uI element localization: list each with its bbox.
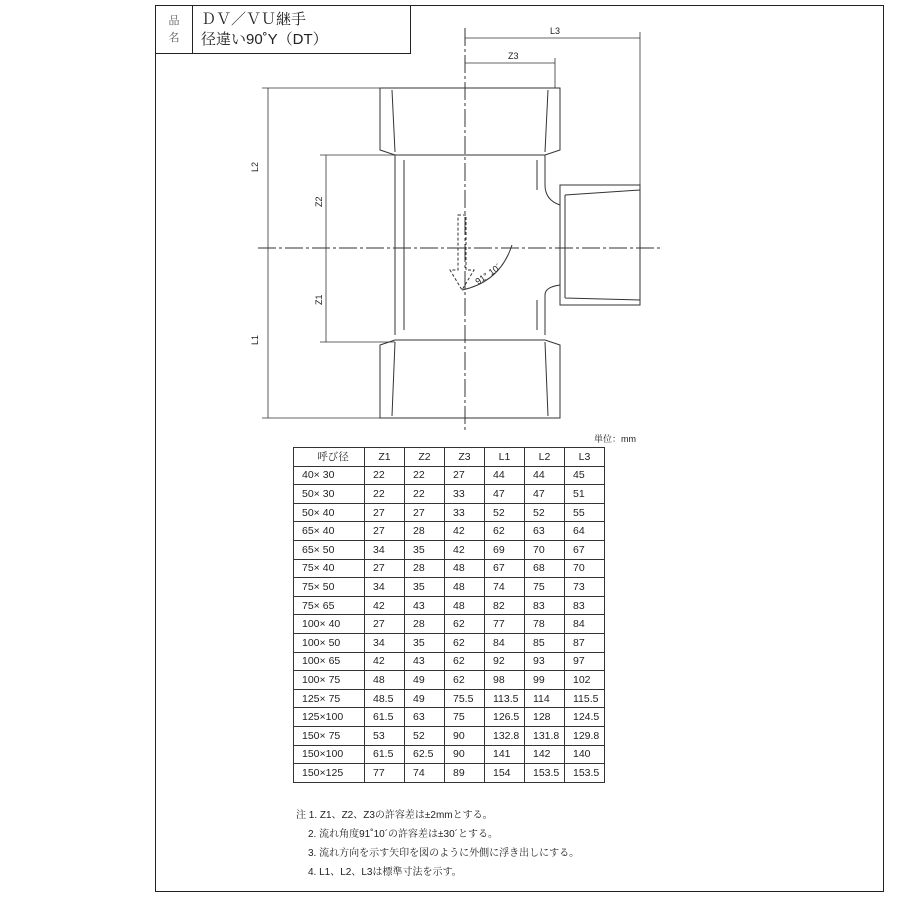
table-row (294, 615, 605, 634)
table-cell: 98 (485, 671, 525, 690)
column-header: Z2 (405, 448, 445, 467)
table-cell: 61.5 (365, 708, 405, 727)
table-cell: 34 (365, 633, 405, 652)
table-cell: 64 (565, 522, 605, 541)
table-cell: 69 (485, 540, 525, 559)
column-header: Z1 (365, 448, 405, 467)
table-cell: 74 (485, 578, 525, 597)
table-cell: 75 (445, 708, 485, 727)
table-cell: 114 (525, 689, 565, 708)
title-line-2: 径違い90˚Y（DT） (201, 31, 328, 48)
table-cell: 67 (565, 540, 605, 559)
nominal-size-cell: 65× 40 (294, 522, 365, 541)
table-cell: 62.5 (405, 745, 445, 764)
Z3-label: Z3 (508, 51, 519, 61)
table-cell: 75 (525, 578, 565, 597)
table-cell: 35 (405, 578, 445, 597)
title-line-1: ＤＶ／ＶＵ継手 (201, 11, 307, 28)
table-cell: 52 (485, 503, 525, 522)
notes (296, 806, 579, 882)
note-3: 3. 流れ方向を示す矢印を図のように外側に浮き出しにする。 (308, 848, 580, 859)
table-row (294, 466, 605, 485)
table-cell: 28 (405, 522, 445, 541)
table-cell: 128 (525, 708, 565, 727)
table-row (294, 578, 605, 597)
table-cell: 35 (405, 540, 445, 559)
table-header-row (294, 448, 605, 467)
nominal-size-cell: 75× 40 (294, 559, 365, 578)
table-row (294, 745, 605, 764)
nominal-size-cell: 150×125 (294, 764, 365, 783)
table-cell: 77 (365, 764, 405, 783)
bottom-socket (380, 340, 560, 418)
table-cell: 48 (445, 578, 485, 597)
nominal-size-cell: 150×100 (294, 745, 365, 764)
table-cell: 113.5 (485, 689, 525, 708)
table-cell: 62 (485, 522, 525, 541)
table-cell: 63 (525, 522, 565, 541)
table-cell: 27 (445, 466, 485, 485)
table-cell: 47 (485, 485, 525, 504)
table-row (294, 633, 605, 652)
top-socket (380, 88, 560, 155)
table-cell: 27 (365, 615, 405, 634)
table-cell: 141 (485, 745, 525, 764)
table-cell: 102 (565, 671, 605, 690)
table-cell: 140 (565, 745, 605, 764)
table-cell: 27 (365, 503, 405, 522)
table-row (294, 522, 605, 541)
table-cell: 42 (445, 522, 485, 541)
table-cell: 42 (445, 540, 485, 559)
table-cell: 33 (445, 503, 485, 522)
table-cell: 93 (525, 652, 565, 671)
branch-socket (560, 185, 640, 305)
nominal-size-cell: 40× 30 (294, 466, 365, 485)
table-cell: 82 (485, 596, 525, 615)
table-cell: 45 (565, 466, 605, 485)
table-cell: 48 (365, 671, 405, 690)
note-2: 2. 流れ角度91˚10´の許容差は±30´とする。 (308, 829, 498, 840)
table-cell: 68 (525, 559, 565, 578)
table-cell: 48 (445, 596, 485, 615)
table-cell: 22 (365, 485, 405, 504)
table-cell: 85 (525, 633, 565, 652)
Z1-label: Z1 (314, 294, 324, 305)
table-cell: 47 (525, 485, 565, 504)
table-row (294, 503, 605, 522)
table-cell: 90 (445, 726, 485, 745)
nominal-size-cell: 100× 50 (294, 633, 365, 652)
table-cell: 28 (405, 559, 445, 578)
table-cell: 124.5 (565, 708, 605, 727)
table-cell: 70 (525, 540, 565, 559)
angle-label: 91° 10´ (473, 261, 504, 287)
table-cell: 35 (405, 633, 445, 652)
body (395, 155, 560, 335)
table-cell: 42 (365, 652, 405, 671)
table-cell: 142 (525, 745, 565, 764)
table-cell: 92 (485, 652, 525, 671)
column-header: L2 (525, 448, 565, 467)
table-row (294, 596, 605, 615)
table-row (294, 485, 605, 504)
table-cell: 62 (445, 615, 485, 634)
table-row (294, 764, 605, 783)
table-cell: 49 (405, 689, 445, 708)
table-cell: 44 (485, 466, 525, 485)
note-4: 4. L1、L2、L3は標準寸法を示す。 (308, 867, 462, 878)
table-cell: 99 (525, 671, 565, 690)
table-row (294, 708, 605, 727)
nominal-size-cell: 50× 40 (294, 503, 365, 522)
table-cell: 90 (445, 745, 485, 764)
table-row (294, 689, 605, 708)
table-cell: 22 (405, 485, 445, 504)
table-cell: 73 (565, 578, 605, 597)
table-cell: 42 (365, 596, 405, 615)
table-row (294, 652, 605, 671)
table-cell: 67 (485, 559, 525, 578)
unit-label: 単位：mm (594, 434, 636, 444)
table-cell: 131.8 (525, 726, 565, 745)
table-cell: 83 (565, 596, 605, 615)
table-cell: 153.5 (525, 764, 565, 783)
table-cell: 61.5 (365, 745, 405, 764)
nominal-size-cell: 125×100 (294, 708, 365, 727)
note-1: 注 1. Z1、Z2、Z3の許容差は±2mmとする。 (296, 810, 493, 821)
table-cell: 34 (365, 578, 405, 597)
table-cell: 34 (365, 540, 405, 559)
table-cell: 70 (565, 559, 605, 578)
table-cell: 22 (365, 466, 405, 485)
table-cell: 51 (565, 485, 605, 504)
column-header: L1 (485, 448, 525, 467)
table-cell: 52 (525, 503, 565, 522)
table-cell: 52 (405, 726, 445, 745)
table-cell: 89 (445, 764, 485, 783)
label-char-1: 品 (168, 14, 180, 27)
Z2-label: Z2 (314, 196, 324, 207)
label-char-2: 名 (168, 31, 180, 44)
table-cell: 22 (405, 466, 445, 485)
table-row (294, 540, 605, 559)
L3-label: L3 (550, 26, 561, 36)
table-cell: 75.5 (445, 689, 485, 708)
table-cell: 48.5 (365, 689, 405, 708)
table-cell: 126.5 (485, 708, 525, 727)
nominal-size-cell: 100× 40 (294, 615, 365, 634)
table-cell: 74 (405, 764, 445, 783)
table-cell: 97 (565, 652, 605, 671)
table-cell: 49 (405, 671, 445, 690)
column-header: L3 (565, 448, 605, 467)
nominal-size-cell: 75× 50 (294, 578, 365, 597)
flow-arrow (450, 215, 474, 290)
table-cell: 115.5 (565, 689, 605, 708)
dimension-table (293, 447, 605, 783)
table-row (294, 726, 605, 745)
table-row (294, 671, 605, 690)
nominal-size-cell: 150× 75 (294, 726, 365, 745)
table-cell: 44 (525, 466, 565, 485)
L1-label: L1 (250, 334, 260, 345)
nominal-size-cell: 100× 65 (294, 652, 365, 671)
table-cell: 28 (405, 615, 445, 634)
table-cell: 62 (445, 671, 485, 690)
table-cell: 83 (525, 596, 565, 615)
table-cell: 87 (565, 633, 605, 652)
table-cell: 33 (445, 485, 485, 504)
table-cell: 55 (565, 503, 605, 522)
column-header: 呼び径 (294, 448, 365, 467)
table-cell: 27 (365, 559, 405, 578)
nominal-size-cell: 125× 75 (294, 689, 365, 708)
nominal-size-cell: 75× 65 (294, 596, 365, 615)
table-cell: 84 (485, 633, 525, 652)
table-cell: 78 (525, 615, 565, 634)
column-header: Z3 (445, 448, 485, 467)
table-cell: 154 (485, 764, 525, 783)
table-cell: 48 (445, 559, 485, 578)
table-cell: 53 (365, 726, 405, 745)
table-cell: 27 (365, 522, 405, 541)
table-cell: 43 (405, 596, 445, 615)
table-cell: 62 (445, 652, 485, 671)
nominal-size-cell: 65× 50 (294, 540, 365, 559)
table-cell: 132.8 (485, 726, 525, 745)
nominal-size-cell: 100× 75 (294, 671, 365, 690)
table-cell: 129.8 (565, 726, 605, 745)
table-cell: 84 (565, 615, 605, 634)
table-cell: 43 (405, 652, 445, 671)
nominal-size-cell: 50× 30 (294, 485, 365, 504)
table-cell: 77 (485, 615, 525, 634)
table-cell: 153.5 (565, 764, 605, 783)
table-cell: 27 (405, 503, 445, 522)
L2-label: L2 (250, 161, 260, 172)
table-row (294, 559, 605, 578)
table-cell: 62 (445, 633, 485, 652)
angle-arc (462, 245, 512, 290)
table-cell: 63 (405, 708, 445, 727)
